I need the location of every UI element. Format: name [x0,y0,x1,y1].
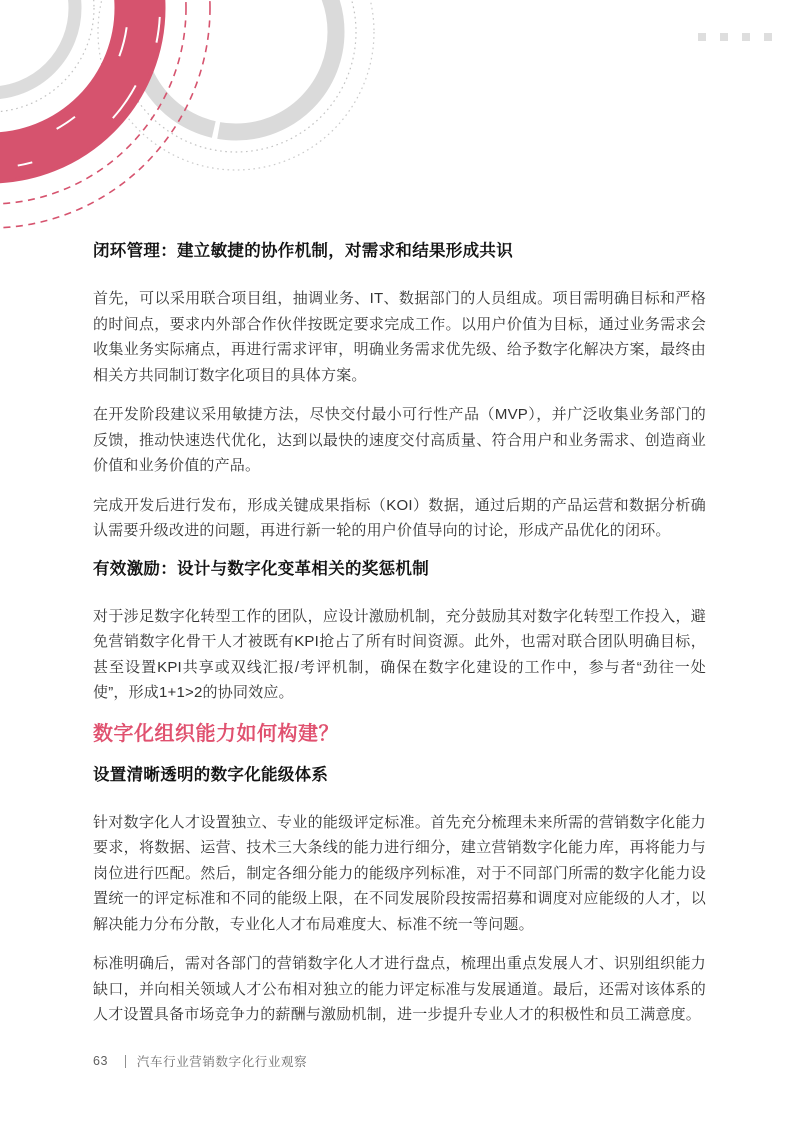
chapter-title: 数字化组织能力如何构建？ [93,722,339,745]
section-heading-capability-system: 设置清晰透明的数字化能级体系 [93,765,329,784]
rings-ornament [0,0,400,245]
paragraph-incentive: 对于涉足数字化转型工作的团队，应设计激励机制，充分鼓励其对数字化转型工作投入，避免营销数字化骨干人才被既有KPI抢占了所有时间资源。此外，也需对联合团队明确目标，甚至设置KPI共享或双线汇报/考评机制，确保在数字化建设的工作中，参与者“劲往一处使”，形成1+1>2的协同效应。 [93,607,706,701]
section-heading-closed-loop: 闭环管理：建立敏捷的协作机制，对需求和结果形成共识 [93,242,513,260]
corner-square [698,33,706,41]
gray-ring-small [0,0,75,93]
paragraph-release-koi: 完成开发后进行发布，形成关键成果指标（KOI）数据，通过后期的产品运营和数据分析确认需要升级改进的问题，再进行新一轮的用户价值导向的讨论，形成产品优化的闭环。 [93,496,706,539]
paragraph-talent-review: 标准明确后，需对各部门的营销数字化人才进行盘点，梳理出重点发展人才、识别组织能力缺口，并向相关领域人才公布相对独立的能力评定标准与发展通道。最后，还需对该体系的人才设置具备市场竞争力的薪酬与激励机制，进一步提升专业人才的积极性和员工满意度。 [93,955,706,1023]
paragraph-agile-mvp: 在开发阶段建议采用敏捷方法，尽快交付最小可行性产品（MVP），并广泛收集业务部门的反馈，推动快速迭代优化，达到以最快的速度交付高质量、符合用户和业务需求、创造商业价值和业务价值的产品。 [93,406,706,474]
corner-squares-ornament [698,33,772,41]
report-title: 汽车行业营销数字化行业观察 [136,1055,308,1069]
footer-divider [125,1055,126,1068]
corner-square [742,33,750,41]
paragraph-capability-standard: 针对数字化人才设置独立、专业的能级评定标准。首先充分梳理未来所需的营销数字化能力要求，将数据、运营、技术三大条线的能力进行细分，建立营销数字化能力库，再将能力与岗位进行匹配。然后，制定各细分能力的能级序列标准，对于不同部门所需的数字化能力设置统一的评定标准和不同的能级上限，在不同发展阶段按需招募和调度对应能级的人才，以解决能力分布分散，专业化人才布局难度大、标准不统一等问题。 [93,813,706,933]
page-content [93,240,706,1042]
gray-ring [136,0,336,132]
section-heading-incentive: 有效激励：设计与数字化变革相关的奖惩机制 [93,559,429,578]
page-number: 63 [93,1054,108,1068]
corner-square [764,33,772,41]
corner-square [720,33,728,41]
paragraph-project-team: 首先，可以采用联合项目组，抽调业务、IT、数据部门的人员组成。项目需明确目标和严格的时间点，要求内外部合作伙伴按既定要求完成工作。以用户价值为目标，通过业务需求会收集业务实际痛点，再进行需求评审，明确业务需求优先级、给予数字化解决方案，最终由相关方共同制订数字化项目的具体方案。 [93,290,706,384]
page-footer [93,1052,307,1070]
